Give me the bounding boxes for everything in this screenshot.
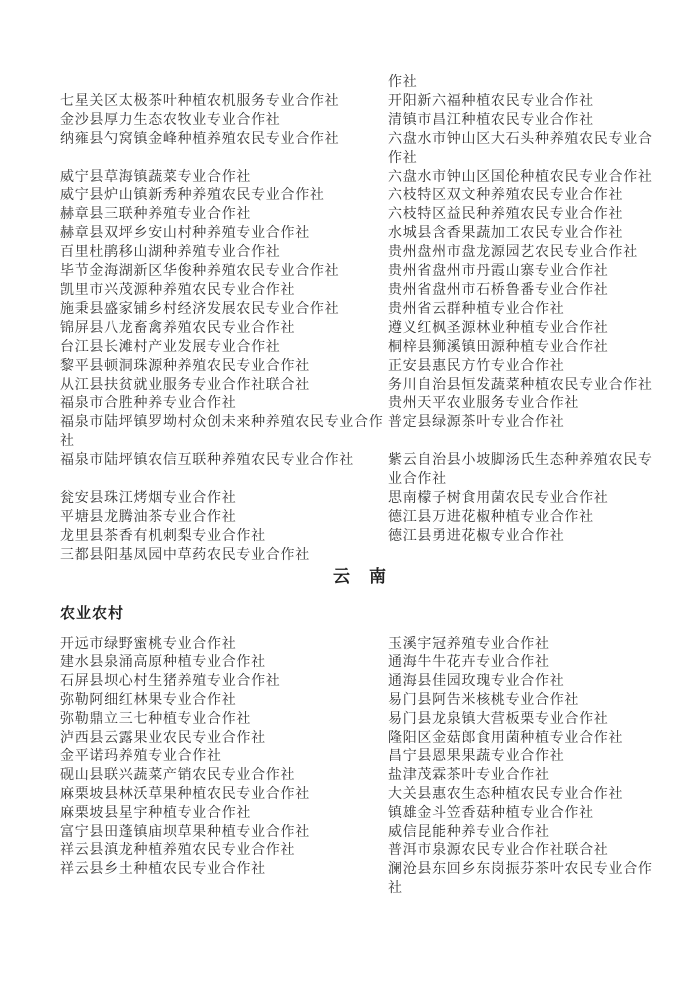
coop-name-right: 思南檬子树食用菌农民专业合作社 bbox=[388, 490, 609, 506]
coop-name-right: 德江县勇进花椒专业合作社 bbox=[388, 528, 565, 544]
coop-row bbox=[60, 244, 660, 263]
coop-name-left: 富宁县田蓬镇庙坝草果种植专业合作社 bbox=[60, 824, 310, 840]
coop-row bbox=[60, 673, 660, 692]
coop-name-right: 务川自治县恒发蔬菜种植农民专业合作社 bbox=[388, 377, 653, 393]
coop-name-left: 龙里县茶香有机刺梨专业合作社 bbox=[60, 528, 266, 544]
coop-row bbox=[60, 509, 660, 528]
coop-name-right: 贵州省盘州市石桥鲁番专业合作社 bbox=[388, 282, 609, 298]
coop-name-left: 福泉市陆坪镇罗坳村众创未来种养殖农民专业合作社 bbox=[60, 415, 384, 450]
coop-name-left: 麻栗坡县星宇种植专业合作社 bbox=[60, 805, 252, 821]
coop-row bbox=[60, 131, 660, 169]
coop-name-left: 麻栗坡县林沃草果种植农民专业合作社 bbox=[60, 786, 310, 802]
coop-name-left: 福泉市陆坪镇农信互联种养殖农民专业合作社 bbox=[60, 453, 354, 469]
coop-name-left: 祥云县滇龙种植养殖农民专业合作社 bbox=[60, 843, 296, 859]
coop-name-right: 贵州省盘州市丹霞山寨专业合作社 bbox=[388, 264, 609, 280]
coop-row bbox=[60, 861, 660, 899]
guizhou-coop-list bbox=[60, 74, 660, 566]
coop-row bbox=[60, 187, 660, 206]
coop-name-right: 六盘水市钟山区国伦种植农民专业合作社 bbox=[388, 169, 653, 185]
coop-row bbox=[60, 263, 660, 282]
coop-row bbox=[60, 320, 660, 339]
coop-row bbox=[60, 282, 660, 301]
coop-name-right: 德江县万进花椒种植专业合作社 bbox=[388, 509, 594, 525]
coop-name-right: 贵州省云群种植专业合作社 bbox=[388, 301, 565, 317]
coop-name-right: 水城县含香果蔬加工农民专业合作社 bbox=[388, 226, 624, 242]
coop-name-right: 遵义红枫圣源林业种植专业合作社 bbox=[388, 320, 609, 336]
coop-name-right: 作社 bbox=[388, 75, 418, 90]
coop-row bbox=[60, 528, 660, 547]
coop-row bbox=[60, 377, 660, 396]
coop-name-right bbox=[388, 547, 660, 566]
coop-name-right: 紫云自治县小坡脚汤氏生态种养殖农民专业合作社 bbox=[388, 453, 653, 488]
coop-name-right: 开阳新六福种植农民专业合作社 bbox=[388, 93, 594, 109]
coop-name-right: 普洱市泉源农民专业合作社联合社 bbox=[388, 843, 609, 859]
coop-name-left: 泸西县云露果业农民专业合作社 bbox=[60, 730, 266, 746]
coop-name-right: 六盘水市钟山区大石头种养殖农民专业合作社 bbox=[388, 131, 653, 166]
coop-name-right: 普定县绿源茶叶专业合作社 bbox=[388, 415, 565, 431]
coop-name-left bbox=[60, 74, 388, 93]
coop-name-left: 凯里市兴茂源种养殖农民专业合作社 bbox=[60, 282, 296, 298]
coop-name-left: 百里杜鹃移山湖种养殖专业合作社 bbox=[60, 245, 281, 261]
coop-row bbox=[60, 547, 660, 566]
coop-name-right: 通海牛牛花卉专业合作社 bbox=[388, 655, 550, 671]
coop-name-right: 易门县龙泉镇大营板栗专业合作社 bbox=[388, 711, 609, 727]
coop-name-right: 盐津茂霖茶叶专业合作社 bbox=[388, 768, 550, 784]
coop-row bbox=[60, 824, 660, 843]
coop-row bbox=[60, 748, 660, 767]
coop-name-left: 弥勒鼎立三七种植专业合作社 bbox=[60, 711, 252, 727]
coop-row bbox=[60, 225, 660, 244]
coop-name-left: 福泉市合胜种养专业合作社 bbox=[60, 396, 237, 412]
coop-row bbox=[60, 74, 660, 93]
coop-name-right: 昌宁县恩果果蔬专业合作社 bbox=[388, 749, 565, 765]
coop-name-right: 通海县佳园玫瑰专业合作社 bbox=[388, 674, 565, 690]
coop-name-left: 瓮安县珠江烤烟专业合作社 bbox=[60, 490, 237, 506]
coop-row bbox=[60, 805, 660, 824]
coop-row bbox=[60, 169, 660, 188]
coop-name-right: 贵州天平农业服务专业合作社 bbox=[388, 396, 580, 412]
coop-row bbox=[60, 842, 660, 861]
coop-name-left: 石屏县坝心村生猪养殖专业合作社 bbox=[60, 674, 281, 690]
coop-row bbox=[60, 452, 660, 490]
coop-name-left: 威宁县草海镇蔬菜专业合作社 bbox=[60, 169, 252, 185]
subsection-header-agriculture: 农业农村 bbox=[60, 605, 125, 622]
coop-name-left: 毕节金海湖新区华俊种养殖农民专业合作社 bbox=[60, 264, 340, 280]
coop-row bbox=[60, 414, 660, 452]
coop-row bbox=[60, 730, 660, 749]
coop-row bbox=[60, 206, 660, 225]
coop-row bbox=[60, 786, 660, 805]
coop-row bbox=[60, 692, 660, 711]
yunnan-coop-list bbox=[60, 636, 660, 899]
coop-name-left: 施秉县盛家铺乡村经济发展农民专业合作社 bbox=[60, 301, 340, 317]
coop-name-left: 金平诺玛养殖专业合作社 bbox=[60, 749, 222, 765]
coop-name-left: 砚山县联兴蔬菜产销农民专业合作社 bbox=[60, 768, 296, 784]
coop-row bbox=[60, 395, 660, 414]
coop-row bbox=[60, 112, 660, 131]
coop-name-right: 镇雄金斗笠香菇种植专业合作社 bbox=[388, 805, 594, 821]
coop-name-right: 大关县惠农生态种植农民专业合作社 bbox=[388, 786, 624, 802]
coop-name-left: 开远市绿野蜜桃专业合作社 bbox=[60, 636, 237, 652]
section-title-yunnan: 云 南 bbox=[333, 566, 387, 586]
coop-name-left: 台江县长滩村产业发展专业合作社 bbox=[60, 339, 281, 355]
coop-name-left: 从江县扶贫就业服务专业合作社联合社 bbox=[60, 377, 310, 393]
coop-name-left: 三都县阳基凤园中草药农民专业合作社 bbox=[60, 547, 310, 563]
coop-name-right: 威信昆能种养专业合作社 bbox=[388, 824, 550, 840]
coop-row bbox=[60, 654, 660, 673]
coop-name-right: 隆阳区金菇郎食用菌种植专业合作社 bbox=[388, 730, 624, 746]
coop-name-left: 赫章县双坪乡安山村种养殖专业合作社 bbox=[60, 226, 310, 242]
coop-name-left: 建水县泉涌高原种植专业合作社 bbox=[60, 655, 266, 671]
coop-row bbox=[60, 358, 660, 377]
coop-row bbox=[60, 93, 660, 112]
coop-name-right: 贵州盘州市盘龙源园艺农民专业合作社 bbox=[388, 245, 638, 261]
coop-name-left: 纳雍县勺窝镇金峰种植养殖农民专业合作社 bbox=[60, 131, 340, 147]
coop-name-left: 平塘县龙腾油茶专业合作社 bbox=[60, 509, 237, 525]
coop-name-left: 金沙县厚力生态农牧业专业合作社 bbox=[60, 112, 281, 128]
coop-name-left: 黎平县顿洞珠源种养殖农民专业合作社 bbox=[60, 358, 310, 374]
coop-row bbox=[60, 636, 660, 655]
coop-name-left: 祥云县乡土种植农民专业合作社 bbox=[60, 862, 266, 878]
coop-name-right: 桐梓县狮溪镇田源种植专业合作社 bbox=[388, 339, 609, 355]
coop-row bbox=[60, 490, 660, 509]
coop-row bbox=[60, 301, 660, 320]
coop-row bbox=[60, 767, 660, 786]
coop-name-left: 威宁县炉山镇新秀种养殖农民专业合作社 bbox=[60, 188, 325, 204]
coop-name-right: 玉溪宇冠养殖专业合作社 bbox=[388, 636, 550, 652]
coop-name-right: 六枝特区益民种养殖农民专业合作社 bbox=[388, 207, 624, 223]
coop-name-right: 正安县惠民方竹专业合作社 bbox=[388, 358, 565, 374]
coop-name-right: 易门县阿告米核桃专业合作社 bbox=[388, 692, 580, 708]
coop-name-right: 六枝特区双文种养殖农民专业合作社 bbox=[388, 188, 624, 204]
coop-row bbox=[60, 339, 660, 358]
coop-name-right: 澜沧县东回乡东岗振芬茶叶农民专业合作社 bbox=[388, 862, 653, 896]
coop-name-left: 弥勒阿细红林果专业合作社 bbox=[60, 692, 237, 708]
coop-name-right: 清镇市昌江种植农民专业合作社 bbox=[388, 112, 594, 128]
coop-row bbox=[60, 711, 660, 730]
coop-name-left: 七星关区太极茶叶种植农机服务专业合作社 bbox=[60, 93, 340, 109]
coop-name-left: 锦屏县八龙畜禽养殖农民专业合作社 bbox=[60, 320, 296, 336]
coop-name-left: 赫章县三联种养殖专业合作社 bbox=[60, 207, 252, 223]
